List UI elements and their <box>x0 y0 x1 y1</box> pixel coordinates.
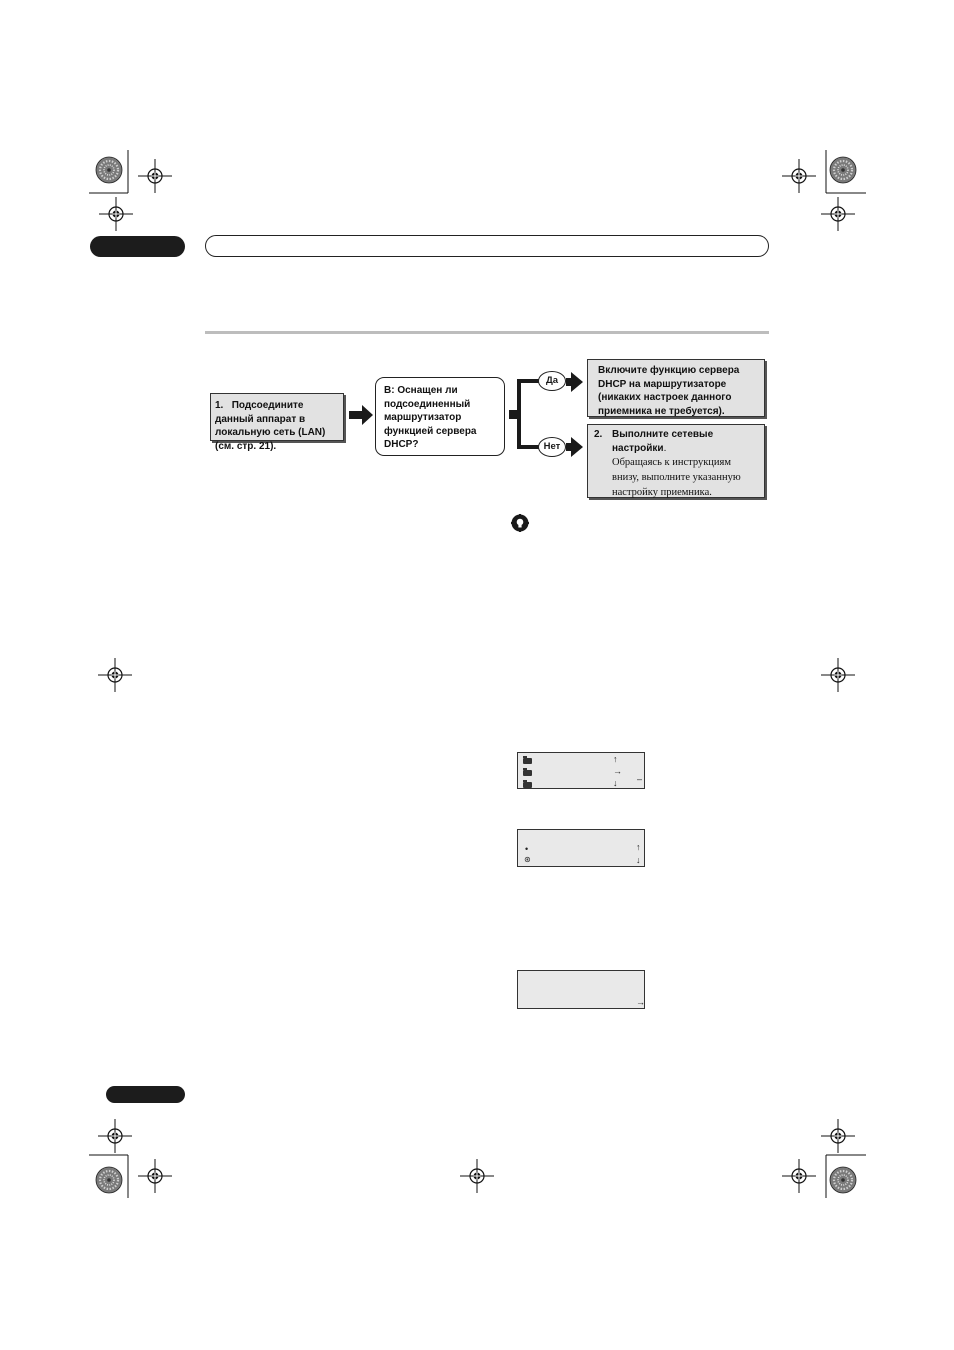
select-mark-icon: ⊛ <box>524 855 531 864</box>
front-panel-display-3 <box>517 970 645 1009</box>
down-arrow-icon: ↓ <box>636 855 641 865</box>
step2-title: Выполните сетевые настройки <box>612 429 714 454</box>
yes-result-box <box>587 359 765 417</box>
arrow-right-icon <box>566 372 583 392</box>
bullet-mark: • <box>525 844 529 854</box>
step2-number: 2. <box>594 429 603 440</box>
arrow-right-icon <box>566 437 583 457</box>
step2-body: Обращаясь к инструкциям внизу, выполните указанную настройку приемника. <box>612 457 741 498</box>
folder-icon <box>523 758 532 764</box>
step2-title-suffix: . <box>663 442 667 454</box>
question-text: В: Оснащен ли подсоединенный маршрутизатор функцией сервера DHCP? <box>384 385 477 450</box>
lightbulb-icon <box>511 514 529 532</box>
down-arrow-icon: ↓ <box>613 778 618 788</box>
yes-result-text: Включите функцию сервера DHCP на маршрутизаторе (никаких настроек данного приемника не требуется). <box>598 365 740 417</box>
question-box <box>375 377 505 456</box>
right-arrow-icon: → <box>636 997 645 1007</box>
folder-icon <box>523 770 532 776</box>
step1-number: 1. <box>215 400 224 411</box>
folder-icon <box>523 782 532 788</box>
yes-label: Да <box>538 371 566 391</box>
no-label: Нет <box>538 437 566 457</box>
front-panel-display-1 <box>517 752 645 789</box>
up-arrow-icon: ↑ <box>636 842 641 852</box>
step1-text: Подсоедините данный аппарат в локальную сеть (LAN) (см. стр. 21). <box>215 400 326 452</box>
right-arrow-icon: → <box>613 766 622 776</box>
scroll-marker: – <box>637 774 643 784</box>
no-result-box <box>587 424 765 498</box>
up-arrow-icon: ↑ <box>613 754 618 764</box>
step1-box <box>210 393 344 452</box>
arrow-right-icon <box>349 405 373 425</box>
front-panel-display-2 <box>517 829 645 867</box>
